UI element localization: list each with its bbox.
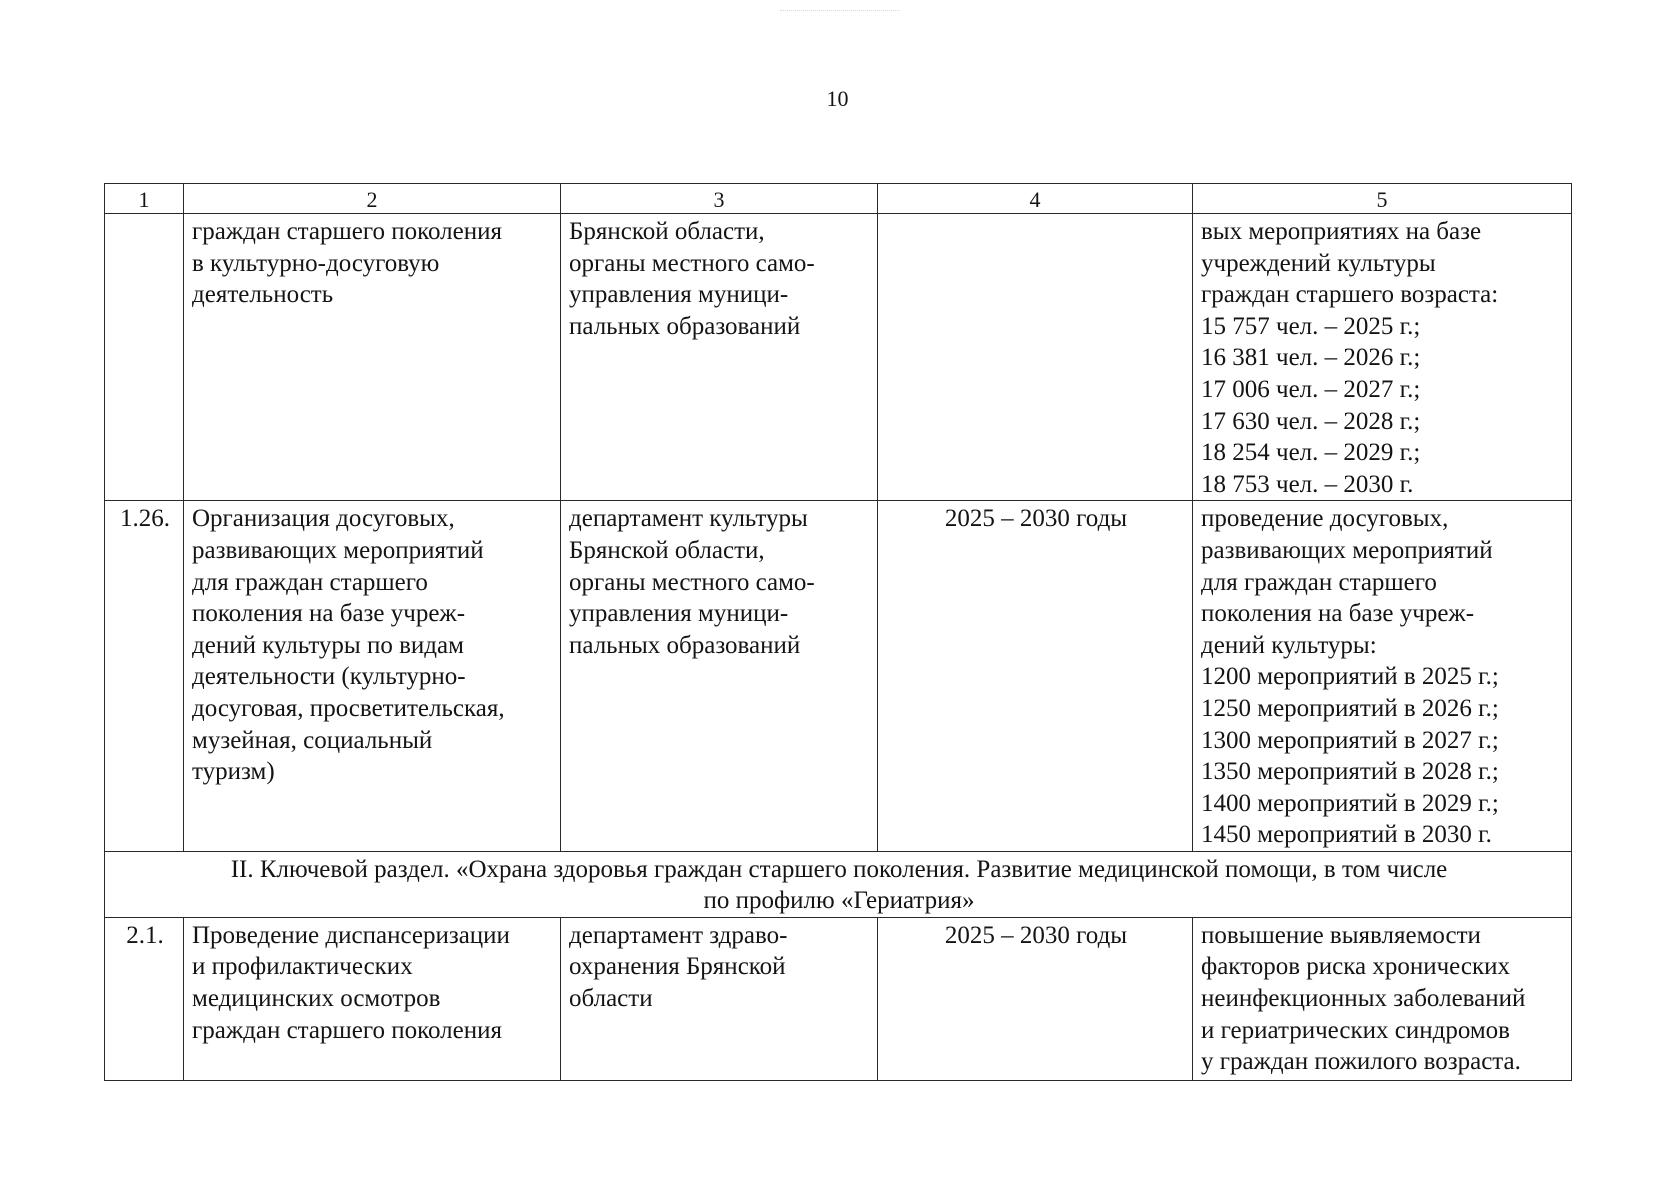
column-number-2: 2 (184, 184, 561, 214)
executor-cell: Брянской области, органы местного само- управления муници- пальных образований (561, 214, 878, 501)
period-cell: 2025 – 2030 годы (878, 501, 1193, 852)
activity-cell: граждан старшего поколения в культурно-досуговую деятельность (184, 214, 561, 501)
section-row (105, 851, 1572, 917)
column-number-row (105, 184, 1572, 214)
period-cell: 2025 – 2030 годы (878, 917, 1193, 1080)
table-row (105, 501, 1572, 852)
activity-cell: Организация досуговых, развивающих мероприятий для граждан старшего поколения на базе учреж- дений культуры по видам деятельности (культурно- досуговая, просветительская, музейная, социальный туризм) (184, 501, 561, 852)
table-row (105, 214, 1572, 501)
result-cell: проведение досуговых, развивающих мероприятий для граждан старшего поколения на базе учреж- дений культуры: 1200 мероприятий в 2025 г.; 1250 мероприятий в 2026 г.; 1300 мероприятий в 2027 г.; 1350 мероприятий в 2028 г.; 1400 мероприятий в 2029 г.; 1450 мероприятий в 2030 г. (1193, 501, 1572, 852)
scan-artifact (780, 10, 900, 13)
activity-cell: Проведение диспансеризации и профилактических медицинских осмотров граждан старшего поколения (184, 917, 561, 1080)
activities-table (104, 183, 1572, 1081)
page-number: 10 (826, 86, 849, 111)
column-number-1: 1 (105, 184, 184, 214)
result-cell: повышение выявляемости факторов риска хронических неинфекционных заболеваний и гериатрических синдромов у граждан пожилого возраста. (1193, 917, 1572, 1080)
column-number-3: 3 (561, 184, 878, 214)
executor-cell: департамент культуры Брянской области, органы местного само- управления муници- пальных образований (561, 501, 878, 852)
item-number (105, 214, 184, 501)
result-cell: вых мероприятиях на базе учреждений культуры граждан старшего возраста: 15 757 чел. – 2025 г.; 16 381 чел. – 2026 г.; 17 006 чел. – 2027 г.; 17 630 чел. – 2028 г.; 18 254 чел. – 2029 г.; 18 753 чел. – 2030 г. (1193, 214, 1572, 501)
period-cell (878, 214, 1193, 501)
item-number: 2.1. (105, 917, 184, 1080)
column-number-4: 4 (878, 184, 1193, 214)
item-number: 1.26. (105, 501, 184, 852)
section-heading: II. Ключевой раздел. «Охрана здоровья граждан старшего поколения. Развитие медицинской помощи, в том числе по профилю «Гериатрия» (105, 851, 1572, 917)
table-row (105, 917, 1572, 1080)
column-number-5: 5 (1193, 184, 1572, 214)
executor-cell: департамент здраво- охранения Брянской области (561, 917, 878, 1080)
